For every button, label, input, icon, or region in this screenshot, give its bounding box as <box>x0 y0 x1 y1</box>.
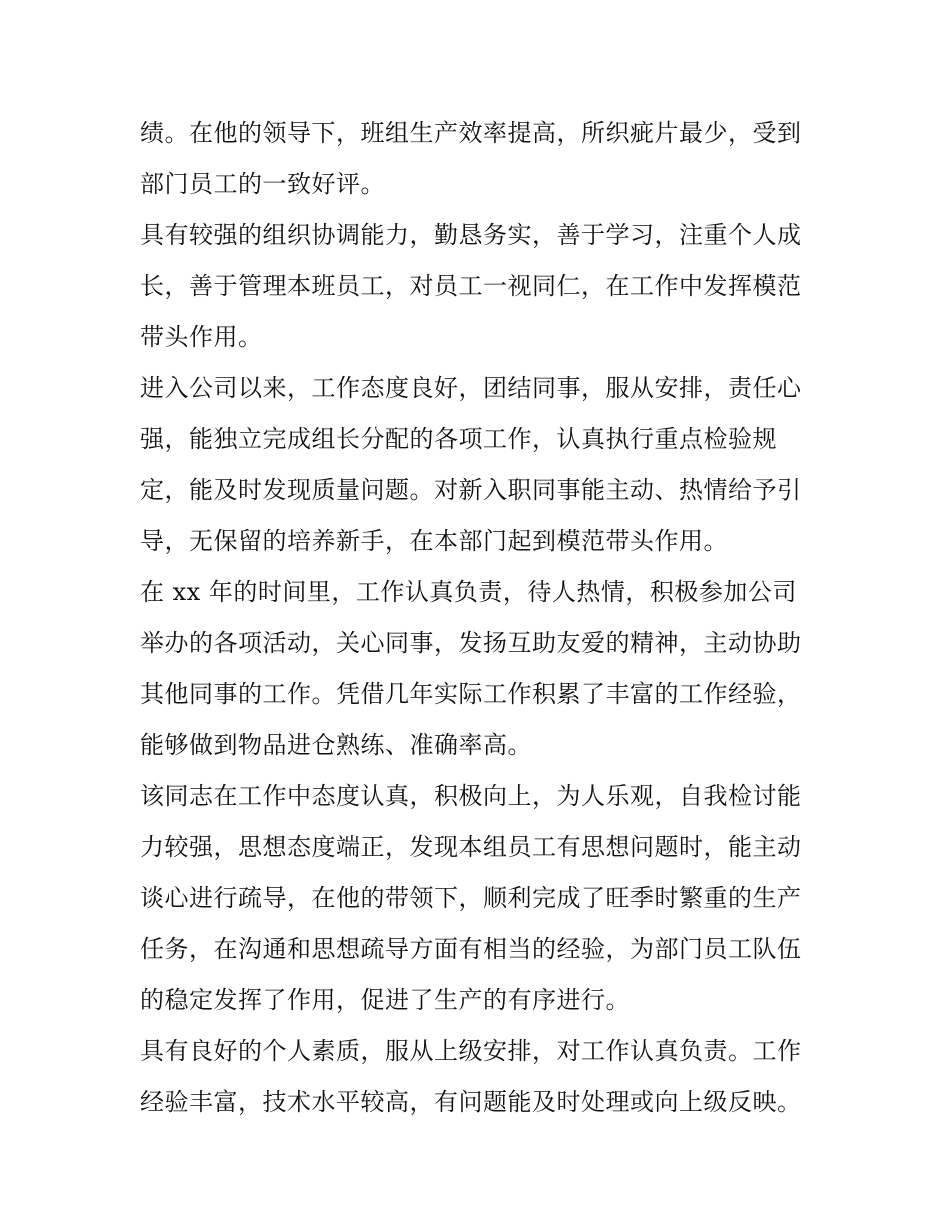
document-body <box>140 108 820 1128</box>
text-line: 具有良好的个人素质，服从上级安排，对工作认真负责。工作 <box>140 1037 802 1065</box>
text-line: 力较强，思想态度端正，发现本组员工有思想问题时，能主动 <box>140 833 802 861</box>
text-line: 举办的各项活动，关心同事，发扬互助友爱的精神，主动协助 <box>140 629 802 657</box>
text-line: 长，善于管理本班员工，对员工一视同仁，在工作中发挥模范 <box>140 272 802 300</box>
text-line: 绩。在他的领导下，班组生产效率提高，所织疵片最少，受到 <box>140 119 802 147</box>
text-line: 具有较强的组织协调能力，勤恳务实，善于学习，注重个人成 <box>140 221 802 249</box>
text-line: 强，能独立完成组长分配的各项工作，认真执行重点检验规 <box>140 425 777 453</box>
text-line: 导，无保留的培养新手，在本部门起到模范带头作用。 <box>140 527 728 555</box>
text-line: 在 xx 年的时间里，工作认真负责，待人热情，积极参加公司 <box>140 578 797 606</box>
text-line: 任务，在沟通和思想疏导方面有相当的经验，为部门员工队伍 <box>140 935 802 963</box>
text-line: 进入公司以来，工作态度良好，团结同事，服从安排，责任心 <box>140 374 802 402</box>
text-line: 部门员工的一致好评。 <box>140 170 385 198</box>
text-line: 该同志在工作中态度认真，积极向上，为人乐观，自我检讨能 <box>140 782 802 810</box>
text-line: 的稳定发挥了作用，促进了生产的有序进行。 <box>140 986 630 1014</box>
text-line: 经验丰富，技术水平较高，有问题能及时处理或向上级反映。 <box>140 1088 802 1116</box>
text-line: 谈心进行疏导，在他的带领下，顺利完成了旺季时繁重的生产 <box>140 884 802 912</box>
text-line: 带头作用。 <box>140 323 263 351</box>
text-line: 其他同事的工作。凭借几年实际工作积累了丰富的工作经验， <box>140 680 802 708</box>
text-line: 定，能及时发现质量问题。对新入职同事能主动、热情给予引 <box>140 476 802 504</box>
text-line: 能够做到物品进仓熟练、准确率高。 <box>140 731 532 759</box>
